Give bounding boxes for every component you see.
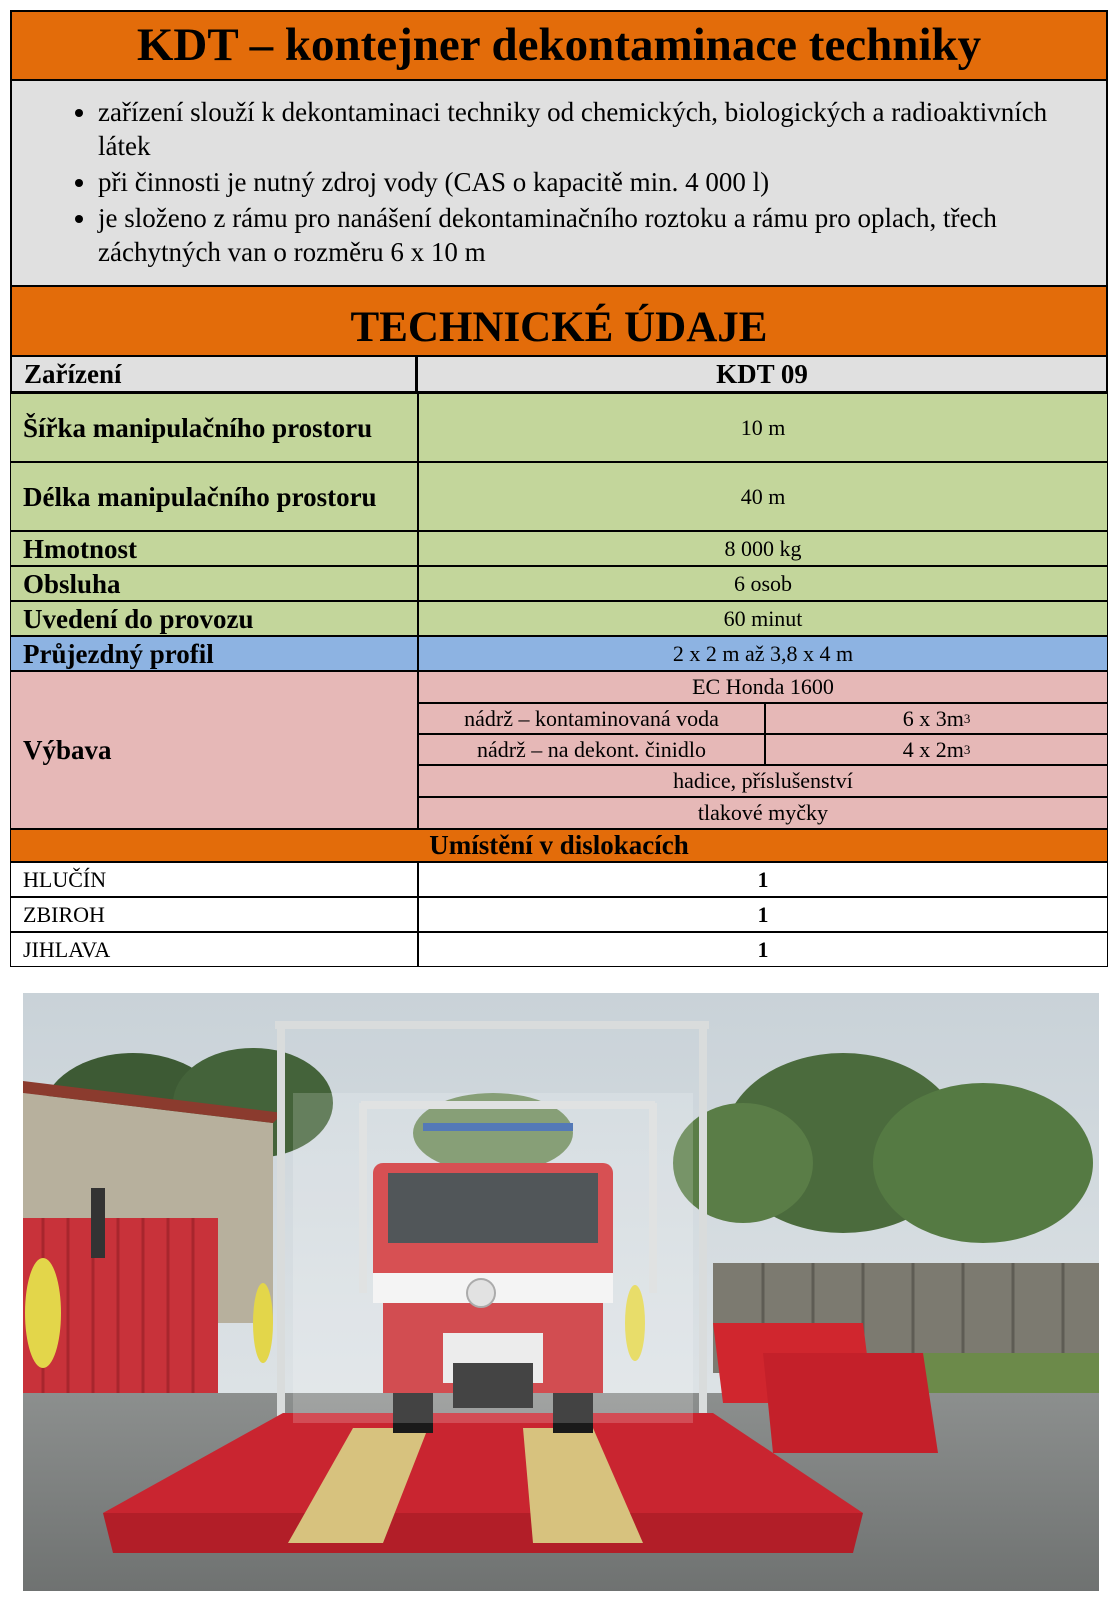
location-name: ZBIROH (10, 897, 418, 932)
row-label: Obsluha (10, 566, 418, 601)
row-value: 2 x 2 m až 3,8 x 4 m (418, 636, 1108, 671)
locations-heading-row (10, 829, 1108, 862)
table-row (10, 601, 1108, 636)
table-row (10, 566, 1108, 601)
description-item: • je složeno z rámu pro nanášení dekontaminačního roztoku a rámu pro oplach, třech záchytných van o rozměru 6 x 10 m (98, 201, 1086, 269)
equipment-label: Výbava (10, 671, 418, 829)
location-row (10, 897, 1108, 932)
location-count: 1 (418, 932, 1108, 967)
location-row (10, 862, 1108, 897)
equipment-washers: tlakové myčky (418, 797, 1108, 829)
decontamination-photo (23, 993, 1099, 1591)
table-header-row (10, 355, 1108, 393)
equipment-values (418, 671, 1108, 829)
description-item: • při činnosti je nutný zdroj vody (CAS o kapacitě min. 4 000 l) (98, 165, 1086, 199)
equipment-hoses: hadice, příslušenství (418, 765, 1108, 797)
locations-heading: Umístění v dislokacích (10, 829, 1108, 862)
location-row (10, 932, 1108, 967)
row-value: 6 osob (418, 566, 1108, 601)
row-label: Průjezdný profil (10, 636, 418, 671)
row-label: Šířka manipulačního prostoru (10, 393, 418, 462)
location-name: JIHLAVA (10, 932, 418, 967)
location-name: HLUČÍN (10, 862, 418, 897)
table-row (10, 531, 1108, 566)
location-count: 1 (418, 897, 1108, 932)
equipment-tank-row (418, 734, 1108, 765)
description-box (10, 79, 1108, 287)
row-value: 8 000 kg (418, 531, 1108, 566)
location-count: 1 (418, 862, 1108, 897)
row-value: 40 m (418, 462, 1108, 531)
table-row (10, 393, 1108, 462)
tank2-value: 4 x 2m 3 (765, 734, 1108, 765)
header-label: Zařízení (10, 355, 418, 393)
header-value: KDT 09 (418, 355, 1108, 393)
tank1-value: 6 x 3m 3 (765, 703, 1108, 734)
row-label: Uvedení do provozu (10, 601, 418, 636)
equipment-tank-row (418, 703, 1108, 734)
row-label: Délka manipulačního prostoru (10, 462, 418, 531)
tank2-label: nádrž – na dekont. činidlo (418, 734, 765, 765)
tech-heading: TECHNICKÉ ÚDAJE (10, 285, 1108, 357)
page-title: KDT – kontejner dekontaminace techniky (10, 10, 1108, 81)
tank1-label: nádrž – kontaminovaná voda (418, 703, 765, 734)
table-row (10, 636, 1108, 671)
equipment-generator: EC Honda 1600 (418, 671, 1108, 703)
description-item: • zařízení slouží k dekontaminaci techniky od chemických, biologických a radioaktivních látek (98, 95, 1086, 163)
row-value: 10 m (418, 393, 1108, 462)
equipment-block (10, 671, 1108, 829)
tank2-value-text: 4 x 2m (902, 736, 964, 762)
description-list (12, 81, 1106, 269)
table-row (10, 462, 1108, 531)
row-label: Hmotnost (10, 531, 418, 566)
tank1-value-text: 6 x 3m (902, 705, 964, 731)
row-value: 60 minut (418, 601, 1108, 636)
